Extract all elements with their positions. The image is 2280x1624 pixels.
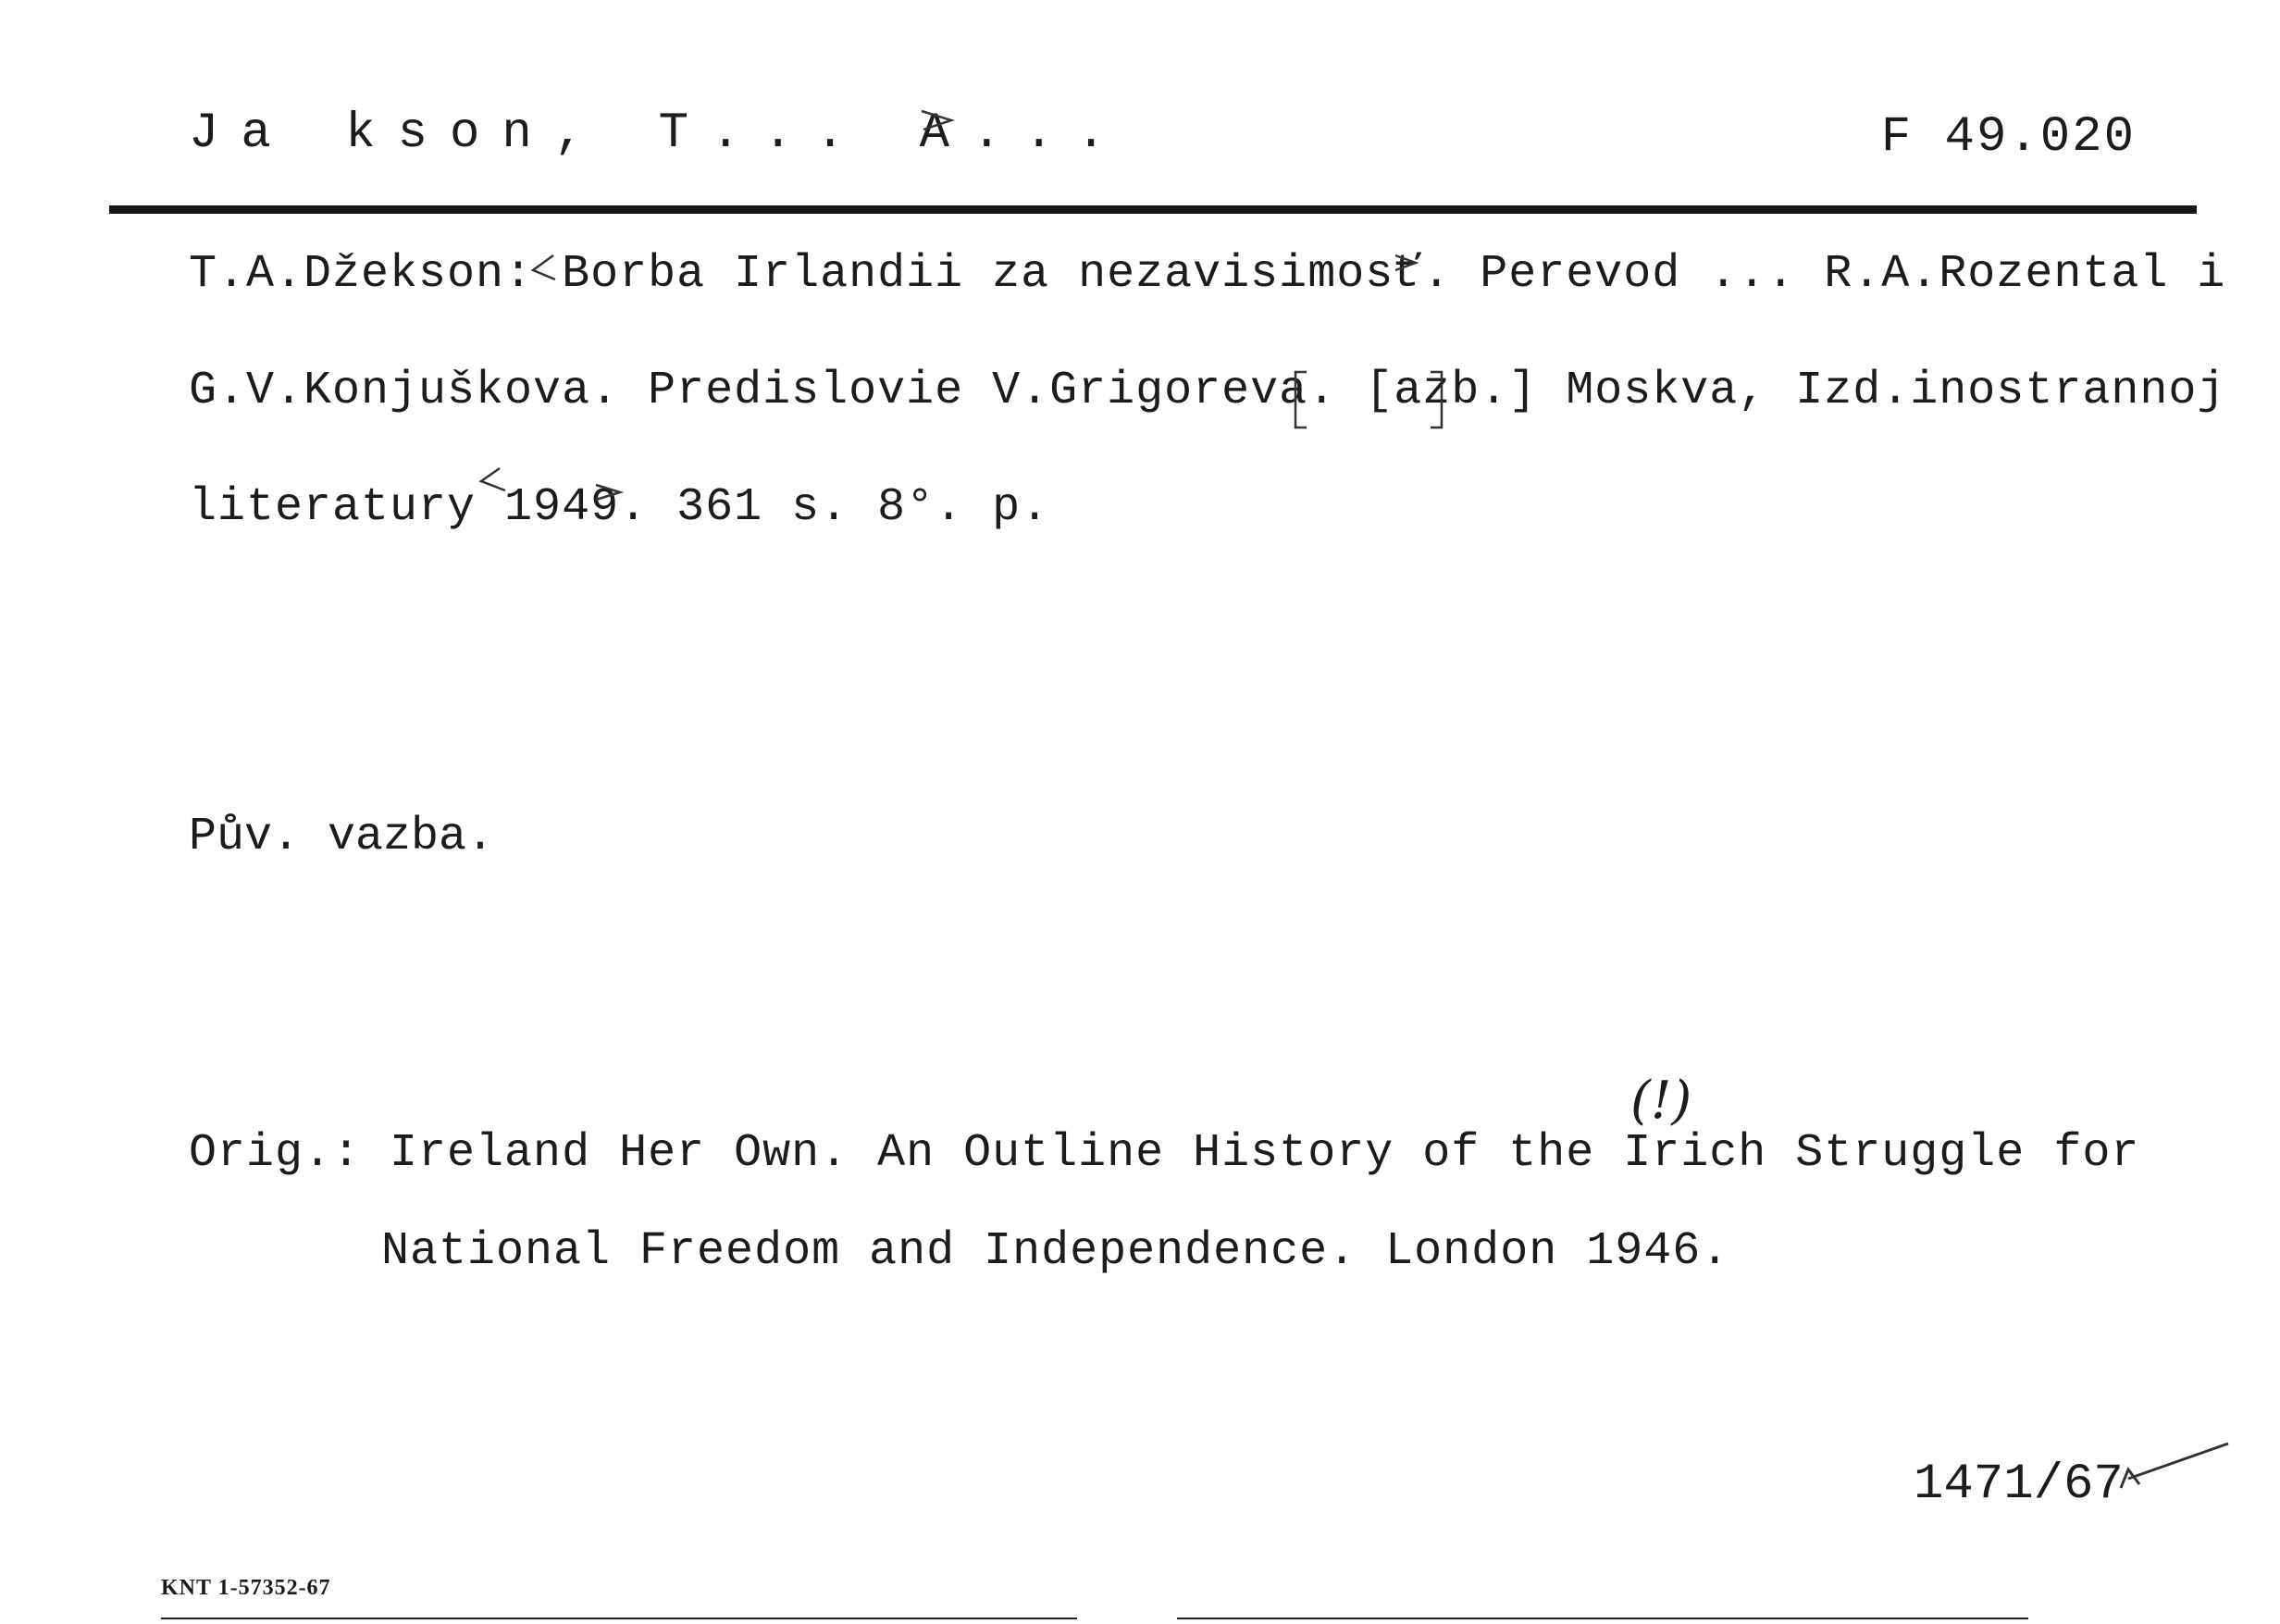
description-line-3: literatury 1949. 361 s. 8°. p. xyxy=(189,481,1050,534)
bottom-rule-right xyxy=(1177,1618,2028,1619)
printer-code: KNT 1-57352-67 xyxy=(161,1576,331,1600)
description-line-2: G.V.Konjuškova. Predislovie V.Grigoreva. [azb.] Moskva, Izd.inostrannoj xyxy=(189,365,2226,417)
call-number: F 49.020 xyxy=(1880,109,2136,166)
accession-number: 1471/67 xyxy=(1914,1457,2124,1513)
original-title-line-2: National Freedom and Independence. London 1946. xyxy=(381,1225,1730,1278)
handwritten-annotation: (!) xyxy=(1630,1071,1692,1131)
binding-note: Pův. vazba. xyxy=(189,811,495,863)
bottom-rule-left xyxy=(161,1618,1077,1619)
author-heading: Ja kson, T... A... xyxy=(189,105,1129,162)
original-title-line-1: Orig.: Ireland Her Own. An Outline History of the Irich Struggle for xyxy=(189,1127,2140,1180)
description-line-1: T.A.Džekson: Borba Irlandii za nezavisimosť. Perevod ... R.A.Rozental i xyxy=(189,248,2226,301)
